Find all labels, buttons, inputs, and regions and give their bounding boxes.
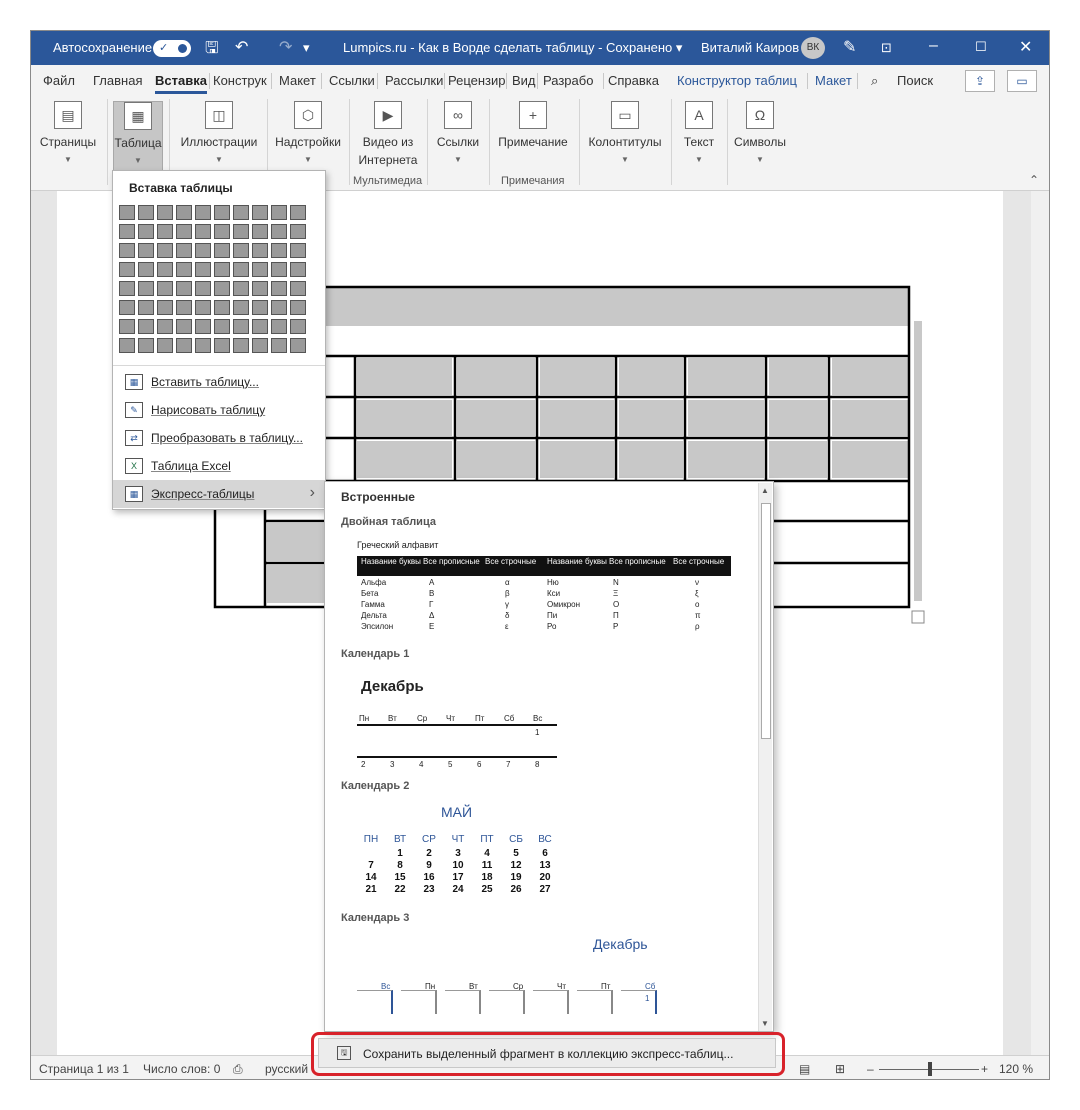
chevron-down-icon: ▼ <box>695 155 703 164</box>
double-table-cell: Альфа <box>361 578 387 587</box>
table-icon: ▦ <box>124 102 152 130</box>
calendar-2-day-label: ВС <box>538 834 552 845</box>
tab-home[interactable]: Главная <box>93 73 143 88</box>
calendar-1-day-label: Пн <box>359 714 370 723</box>
grid-cell[interactable] <box>214 281 230 296</box>
grid-cell[interactable] <box>233 319 249 334</box>
headers-footers-button[interactable]: ▭ Колонтитулы ▼ <box>585 101 665 169</box>
calendar-1-date: 4 <box>419 760 424 769</box>
grid-cell[interactable] <box>157 262 173 277</box>
double-table-cell: Ξ <box>613 589 619 598</box>
double-table-cell: Ε <box>429 622 435 631</box>
grid-cell[interactable] <box>176 300 192 315</box>
pencil-table-icon: ✎ <box>125 402 143 418</box>
zoom-out-icon[interactable]: – <box>867 1062 874 1076</box>
grid-cell[interactable] <box>271 281 287 296</box>
gallery-scroll-thumb[interactable] <box>761 503 771 739</box>
calendar-2-date: 26 <box>510 884 522 895</box>
grid-cell[interactable] <box>157 281 173 296</box>
calendar-1-date: 1 <box>535 728 540 737</box>
text-button[interactable]: A Текст ▼ <box>677 101 721 169</box>
calendar-2-date: 6 <box>542 848 548 859</box>
calendar-3-day-label: Пт <box>601 982 611 991</box>
calendar-1-date: 8 <box>535 760 540 769</box>
calendar-3-day-label: Вс <box>381 982 391 991</box>
grid-cell[interactable] <box>214 224 230 239</box>
double-table-cell: π <box>695 611 701 620</box>
calendar-3-day-box <box>489 990 525 1014</box>
calendar-1-date: 2 <box>361 760 366 769</box>
grid-cell[interactable] <box>290 205 306 220</box>
calendar-2-date: 21 <box>365 884 377 895</box>
grid-cell[interactable] <box>233 281 249 296</box>
calendar-2-date: 14 <box>365 872 377 883</box>
double-table-cell: Гамма <box>361 600 385 609</box>
double-table-cell: β <box>505 589 510 598</box>
grid-cell[interactable] <box>214 338 230 353</box>
grid-cell[interactable] <box>119 281 135 296</box>
zoom-in-icon[interactable]: + <box>981 1062 989 1076</box>
redo-icon[interactable]: ↷ <box>279 39 293 56</box>
tab-insert[interactable]: Вставка <box>155 73 207 88</box>
grid-cell[interactable] <box>290 319 306 334</box>
grid-cell[interactable] <box>271 205 287 220</box>
double-table-cell: Эпсилон <box>361 622 394 631</box>
calendar-2-date: 16 <box>423 872 435 883</box>
grid-cell[interactable] <box>176 281 192 296</box>
calendar-2-day-label: ЧТ <box>451 834 465 845</box>
tab-references[interactable]: Ссылки <box>329 73 375 88</box>
grid-cell[interactable] <box>157 205 173 220</box>
calendar-3-day-label: Вт <box>469 982 478 991</box>
grid-cell[interactable] <box>290 300 306 315</box>
avatar[interactable]: ВК <box>801 37 825 59</box>
grid-cell[interactable] <box>119 300 135 315</box>
autosave-toggle[interactable]: ✓ <box>153 40 191 57</box>
double-table-cell: Β <box>429 589 435 598</box>
table-icon: ▦ <box>125 374 143 390</box>
grid-cell[interactable] <box>138 224 154 239</box>
calendar-2-day-label: ПН <box>363 834 379 845</box>
highlight-frame <box>311 1032 785 1076</box>
grid-cell[interactable] <box>157 224 173 239</box>
calendar-2-date: 17 <box>452 872 464 883</box>
tab-help[interactable]: Справка <box>608 73 659 88</box>
proofing-icon[interactable]: ⎙ <box>233 1062 243 1076</box>
gallery-item-calendar-2[interactable]: МАЙ ПН ВТ СР ЧТ ПТ СБ ВС 1 2 3 4 5 6 7 8 9 10 11 12 13 14 15 16 17 18 19 20 21 22 23 24 25 26 27 <box>355 800 575 904</box>
addin-icon: ⬡ <box>294 101 322 129</box>
grid-cell[interactable] <box>214 319 230 334</box>
grid-cell[interactable] <box>290 338 306 353</box>
double-table-cell: Кси <box>547 589 561 598</box>
double-table-cell: ε <box>505 622 509 631</box>
calendar-2-day-label: ВТ <box>393 834 407 845</box>
grid-cell[interactable] <box>252 243 268 258</box>
calendar-2-day-label: ПТ <box>480 834 494 845</box>
grid-cell[interactable] <box>233 338 249 353</box>
grid-cell[interactable] <box>119 224 135 239</box>
calendar-1-day-label: Вт <box>388 714 397 723</box>
double-table-cell: Π <box>613 611 619 620</box>
language[interactable]: русский <box>265 1062 309 1076</box>
grid-cell[interactable] <box>252 319 268 334</box>
calendar-1-day-label: Чт <box>446 714 455 723</box>
calendar-3-day-box <box>533 990 569 1014</box>
word-count[interactable]: Число слов: 0 <box>143 1062 221 1076</box>
links-button[interactable]: ∞ Ссылки ▼ <box>433 101 483 169</box>
grid-cell[interactable] <box>290 224 306 239</box>
illustrations-button[interactable]: ◫ Иллюстрации ▼ <box>177 101 261 169</box>
calendar-2-date: 5 <box>513 848 519 859</box>
calendar-3-day-box <box>445 990 481 1014</box>
calendar-2-date: 19 <box>510 872 522 883</box>
gallery-section-builtin: Встроенные <box>341 490 415 504</box>
minimize-icon[interactable]: – <box>929 37 938 54</box>
title-bar <box>31 31 1050 65</box>
grid-cell[interactable] <box>271 300 287 315</box>
calendar-2-date: 1 <box>397 848 403 859</box>
tab-table-design[interactable]: Конструктор таблиц <box>677 73 797 88</box>
table-icon: ▦ <box>125 486 143 502</box>
calendar-3-day-label: Сб <box>645 982 656 991</box>
double-table-cell: Ню <box>547 578 559 587</box>
double-table-cell: Γ <box>429 600 434 609</box>
grid-cell[interactable] <box>138 262 154 277</box>
chevron-right-icon: › <box>309 484 315 501</box>
grid-cell[interactable] <box>233 262 249 277</box>
double-table-cell: Ρ <box>613 622 619 631</box>
grid-cell[interactable] <box>195 319 211 334</box>
calendar-3-day-label: Пн <box>425 982 436 991</box>
grid-cell[interactable] <box>214 243 230 258</box>
grid-cell[interactable] <box>138 281 154 296</box>
grid-cell[interactable] <box>176 262 192 277</box>
convert-to-table-item[interactable]: ⇄ Преобразовать в таблицу... <box>113 424 325 452</box>
calendar-2-date: 23 <box>423 884 435 895</box>
excel-icon: X <box>125 458 143 474</box>
tab-view[interactable]: Вид <box>512 73 536 88</box>
double-table-cell: α <box>505 578 510 587</box>
grid-cell[interactable] <box>233 224 249 239</box>
online-video-button[interactable]: ▶ Видео из Интернета <box>355 101 421 169</box>
gallery-scrollbar[interactable] <box>758 483 772 1031</box>
zoom-slider-thumb[interactable] <box>928 1062 932 1076</box>
double-table-cell: γ <box>505 600 509 609</box>
grid-cell[interactable] <box>233 300 249 315</box>
grid-cell[interactable] <box>138 300 154 315</box>
grid-cell[interactable] <box>214 300 230 315</box>
gallery-item-title: Двойная таблица <box>341 516 436 528</box>
grid-cell[interactable] <box>157 338 173 353</box>
chevron-down-icon: ▼ <box>64 155 72 164</box>
grid-cell[interactable] <box>176 205 192 220</box>
calendar-1-day-label: Пт <box>475 714 485 723</box>
grid-cell[interactable] <box>195 281 211 296</box>
grid-cell[interactable] <box>252 338 268 353</box>
calendar-2-date: 22 <box>394 884 406 895</box>
save-icon[interactable]: 🖫 <box>205 40 219 57</box>
tab-file[interactable]: Файл <box>43 73 75 88</box>
grid-cell[interactable] <box>157 243 173 258</box>
calendar-1-day-label: Сб <box>504 714 515 723</box>
gallery-item-calendar-1[interactable]: Декабрь Пн Вт Ср Чт Пт Сб Вс 1 2 3 4 5 6 7 8 <box>355 672 575 768</box>
grid-cell[interactable] <box>271 338 287 353</box>
insert-table-item[interactable]: ▦ Вставить таблицу... <box>113 368 325 396</box>
tab-mailings[interactable]: Рассылки <box>385 73 444 88</box>
grid-cell[interactable] <box>195 300 211 315</box>
grid-cell[interactable] <box>119 205 135 220</box>
draw-table-item[interactable]: ✎ Нарисовать таблицу <box>113 396 325 424</box>
grid-cell[interactable] <box>252 300 268 315</box>
gallery-item-title: Календарь 1 <box>341 648 410 660</box>
grid-cell[interactable] <box>252 281 268 296</box>
calendar-2-date: 2 <box>426 848 432 859</box>
grid-cell[interactable] <box>176 224 192 239</box>
grid-cell[interactable] <box>119 262 135 277</box>
symbols-button[interactable]: Ω Символы ▼ <box>731 101 789 169</box>
grid-cell[interactable] <box>252 205 268 220</box>
grid-cell[interactable] <box>252 224 268 239</box>
grid-cell[interactable] <box>271 262 287 277</box>
calendar-2-date: 25 <box>481 884 493 895</box>
save-icon: 🖫 <box>337 1046 351 1060</box>
double-table-cell: δ <box>505 611 510 620</box>
grid-cell[interactable] <box>233 205 249 220</box>
grid-cell[interactable] <box>157 319 173 334</box>
grid-cell[interactable] <box>195 205 211 220</box>
double-table-cell: ο <box>695 600 700 609</box>
link-icon: ∞ <box>444 101 472 129</box>
calendar-2-date: 27 <box>539 884 551 895</box>
tab-table-layout[interactable]: Макет <box>815 73 852 88</box>
calendar-1-date: 7 <box>506 760 511 769</box>
calendar-2-day-label: СР <box>422 834 436 845</box>
grid-cell[interactable] <box>195 262 211 277</box>
header-icon: ▭ <box>611 101 639 129</box>
double-table-cell: Δ <box>429 611 435 620</box>
calendar-2-date: 24 <box>452 884 464 895</box>
double-table-cell: Ν <box>613 578 619 587</box>
undo-icon[interactable]: ↶ <box>235 39 249 56</box>
calendar-2-date: 8 <box>397 860 403 871</box>
calendar-3-day-label: Ср <box>513 982 524 991</box>
calendar-1-date: 5 <box>448 760 453 769</box>
grid-cell[interactable] <box>119 319 135 334</box>
vertical-scrollbar[interactable] <box>1031 191 1049 1055</box>
search-icon[interactable]: ⌕ <box>871 73 879 88</box>
double-table-cell: ν <box>695 578 699 587</box>
calendar-3-day-box <box>357 990 393 1014</box>
calendar-2-date: 20 <box>539 872 551 883</box>
shapes-icon: ◫ <box>205 101 233 129</box>
share-icon[interactable]: ⇪ <box>965 70 995 92</box>
gallery-item-title: Календарь 3 <box>341 912 410 924</box>
double-table-cell: ρ <box>695 622 700 631</box>
ribbon-display-icon[interactable]: ⊡ <box>881 40 892 55</box>
chevron-down-icon: ▼ <box>134 156 142 165</box>
search-box[interactable]: Поиск <box>897 73 934 88</box>
double-table-cell: Дельта <box>361 611 387 620</box>
qat-dropdown-icon[interactable]: ▾ <box>303 40 310 55</box>
chevron-down-icon: ▼ <box>621 155 629 164</box>
grid-cell[interactable] <box>271 319 287 334</box>
grid-cell[interactable] <box>214 205 230 220</box>
scroll-up-icon[interactable]: ▲ <box>761 486 769 495</box>
calendar-2-date: 4 <box>484 848 490 859</box>
calendar-3-date: 1 <box>645 994 650 1003</box>
calendar-3-day-box <box>621 990 657 1014</box>
grid-cell[interactable] <box>138 338 154 353</box>
group-media-label: Мультимедиа <box>353 175 423 187</box>
grid-cell[interactable] <box>176 319 192 334</box>
pages-button[interactable]: ▤ Страницы ▼ <box>37 101 99 169</box>
collapse-ribbon-icon[interactable]: ⌃ <box>1029 173 1040 187</box>
close-icon[interactable]: ✕ <box>1019 39 1033 56</box>
tab-layout[interactable]: Макет <box>279 73 316 88</box>
calendar-3-day-label: Чт <box>557 982 566 991</box>
grid-cell[interactable] <box>176 243 192 258</box>
grid-cell[interactable] <box>290 243 306 258</box>
calendar-2-date: 7 <box>368 860 374 871</box>
quick-tables-item[interactable]: ▦ Экспресс-таблицы › <box>113 480 325 508</box>
maximize-icon[interactable]: ☐ <box>975 39 987 54</box>
calendar-2-date: 9 <box>426 860 432 871</box>
grid-cell[interactable] <box>138 319 154 334</box>
page-icon: ▤ <box>54 101 82 129</box>
grid-cell[interactable] <box>195 338 211 353</box>
table-button[interactable]: ▦ Таблица ▼ <box>113 101 163 189</box>
print-layout-icon[interactable]: ▤ <box>799 1062 811 1076</box>
calendar-3-day-box <box>401 990 437 1014</box>
grid-cell[interactable] <box>176 338 192 353</box>
video-icon: ▶ <box>374 101 402 129</box>
calendar-3-day-box <box>577 990 613 1014</box>
calendar-2-date: 11 <box>481 860 493 871</box>
grid-cell[interactable] <box>157 300 173 315</box>
calendar-2-date: 3 <box>455 848 461 859</box>
insert-table-header: Вставка таблицы <box>129 181 233 195</box>
convert-icon: ⇄ <box>125 430 143 446</box>
double-table-cell: Пи <box>547 611 558 620</box>
calendar-2-date: 12 <box>510 860 522 871</box>
calendar-1-date: 6 <box>477 760 482 769</box>
grid-cell[interactable] <box>290 262 306 277</box>
grid-cell[interactable] <box>119 243 135 258</box>
quick-tables-gallery <box>324 481 774 1032</box>
grid-cell[interactable] <box>138 243 154 258</box>
double-table-cell: Ο <box>613 600 620 609</box>
calendar-2-date: 13 <box>539 860 551 871</box>
text-icon: A <box>685 101 713 129</box>
autosave-label: Автосохранение <box>53 40 153 55</box>
grid-cell[interactable] <box>271 224 287 239</box>
double-table-cell: ξ <box>695 589 699 598</box>
excel-table-item[interactable]: X Таблица Excel <box>113 452 325 480</box>
gallery-item-title: Календарь 2 <box>341 780 410 792</box>
calendar-2-date: 18 <box>481 872 493 883</box>
grid-cell[interactable] <box>290 281 306 296</box>
web-layout-icon[interactable]: ⊞ <box>835 1062 846 1076</box>
chevron-down-icon: ▼ <box>756 155 764 164</box>
page-count[interactable]: Страница 1 из 1 <box>39 1062 129 1076</box>
grid-cell[interactable] <box>271 243 287 258</box>
grid-cell[interactable] <box>214 262 230 277</box>
tab-developer[interactable]: Разрабо <box>543 73 594 88</box>
double-table-cell: Α <box>429 578 435 587</box>
calendar-1-day-label: Вс <box>533 714 543 723</box>
document-title[interactable]: Lumpics.ru - Как в Ворде сделать таблицу - Сохранено ▾ <box>343 40 683 55</box>
zoom-level[interactable]: 120 % <box>999 1062 1034 1076</box>
grid-cell[interactable] <box>119 338 135 353</box>
comment-button[interactable]: + Примечание <box>495 101 571 151</box>
calendar-1-day-label: Ср <box>417 714 428 723</box>
grid-cell[interactable] <box>252 262 268 277</box>
calendar-2-date: 10 <box>452 860 464 871</box>
double-table-cell: Ро <box>547 622 557 631</box>
tab-design[interactable]: Конструк <box>213 73 267 88</box>
omega-icon: Ω <box>746 101 774 129</box>
chevron-down-icon: ▼ <box>304 155 312 164</box>
gallery-item-calendar-3[interactable]: Декабрь Вс Пн Вт Ср Чт Пт Сб 1 <box>355 932 755 1032</box>
chevron-down-icon: ▼ <box>454 155 462 164</box>
grid-cell[interactable] <box>138 205 154 220</box>
scroll-down-icon[interactable]: ▼ <box>761 1019 769 1028</box>
grid-cell[interactable] <box>195 224 211 239</box>
comments-icon[interactable]: ▭ <box>1007 70 1037 92</box>
double-table-cell: Бета <box>361 589 379 598</box>
tab-review[interactable]: Рецензир <box>448 73 506 88</box>
chevron-down-icon: ▼ <box>215 155 223 164</box>
user-name[interactable]: Виталий Каиров <box>701 40 800 55</box>
comment-icon: + <box>519 101 547 129</box>
save-to-quick-tables-item[interactable]: 🖫 Сохранить выделенный фрагмент в коллекцию экспресс-таблиц... <box>318 1038 776 1068</box>
double-table-cell: Омикрон <box>547 600 581 609</box>
calendar-2-day-label: СБ <box>509 834 523 845</box>
group-comments-label: Примечания <box>501 175 565 187</box>
gallery-item-double-table[interactable]: Греческий алфавит Название буквы Все прописные Все строчные Название буквы Все прописные Все строчные Альфа Α α Ню Ν ν Бета Β β Кси Ξ ξ Гамма Γ γ Омикрон Ο ο Дельта Δ δ Пи Π π Эпсилон Ε ε Ро Ρ ρ <box>355 538 735 634</box>
calendar-1-date: 3 <box>390 760 395 769</box>
menu-tabs <box>31 65 1050 95</box>
calendar-2-date: 15 <box>394 872 406 883</box>
pen-icon[interactable]: ✎ <box>843 39 857 56</box>
insert-table-menu <box>112 170 326 510</box>
grid-cell[interactable] <box>233 243 249 258</box>
grid-cell[interactable] <box>195 243 211 258</box>
addins-button[interactable]: ⬡ Надстройки ▼ <box>273 101 343 169</box>
